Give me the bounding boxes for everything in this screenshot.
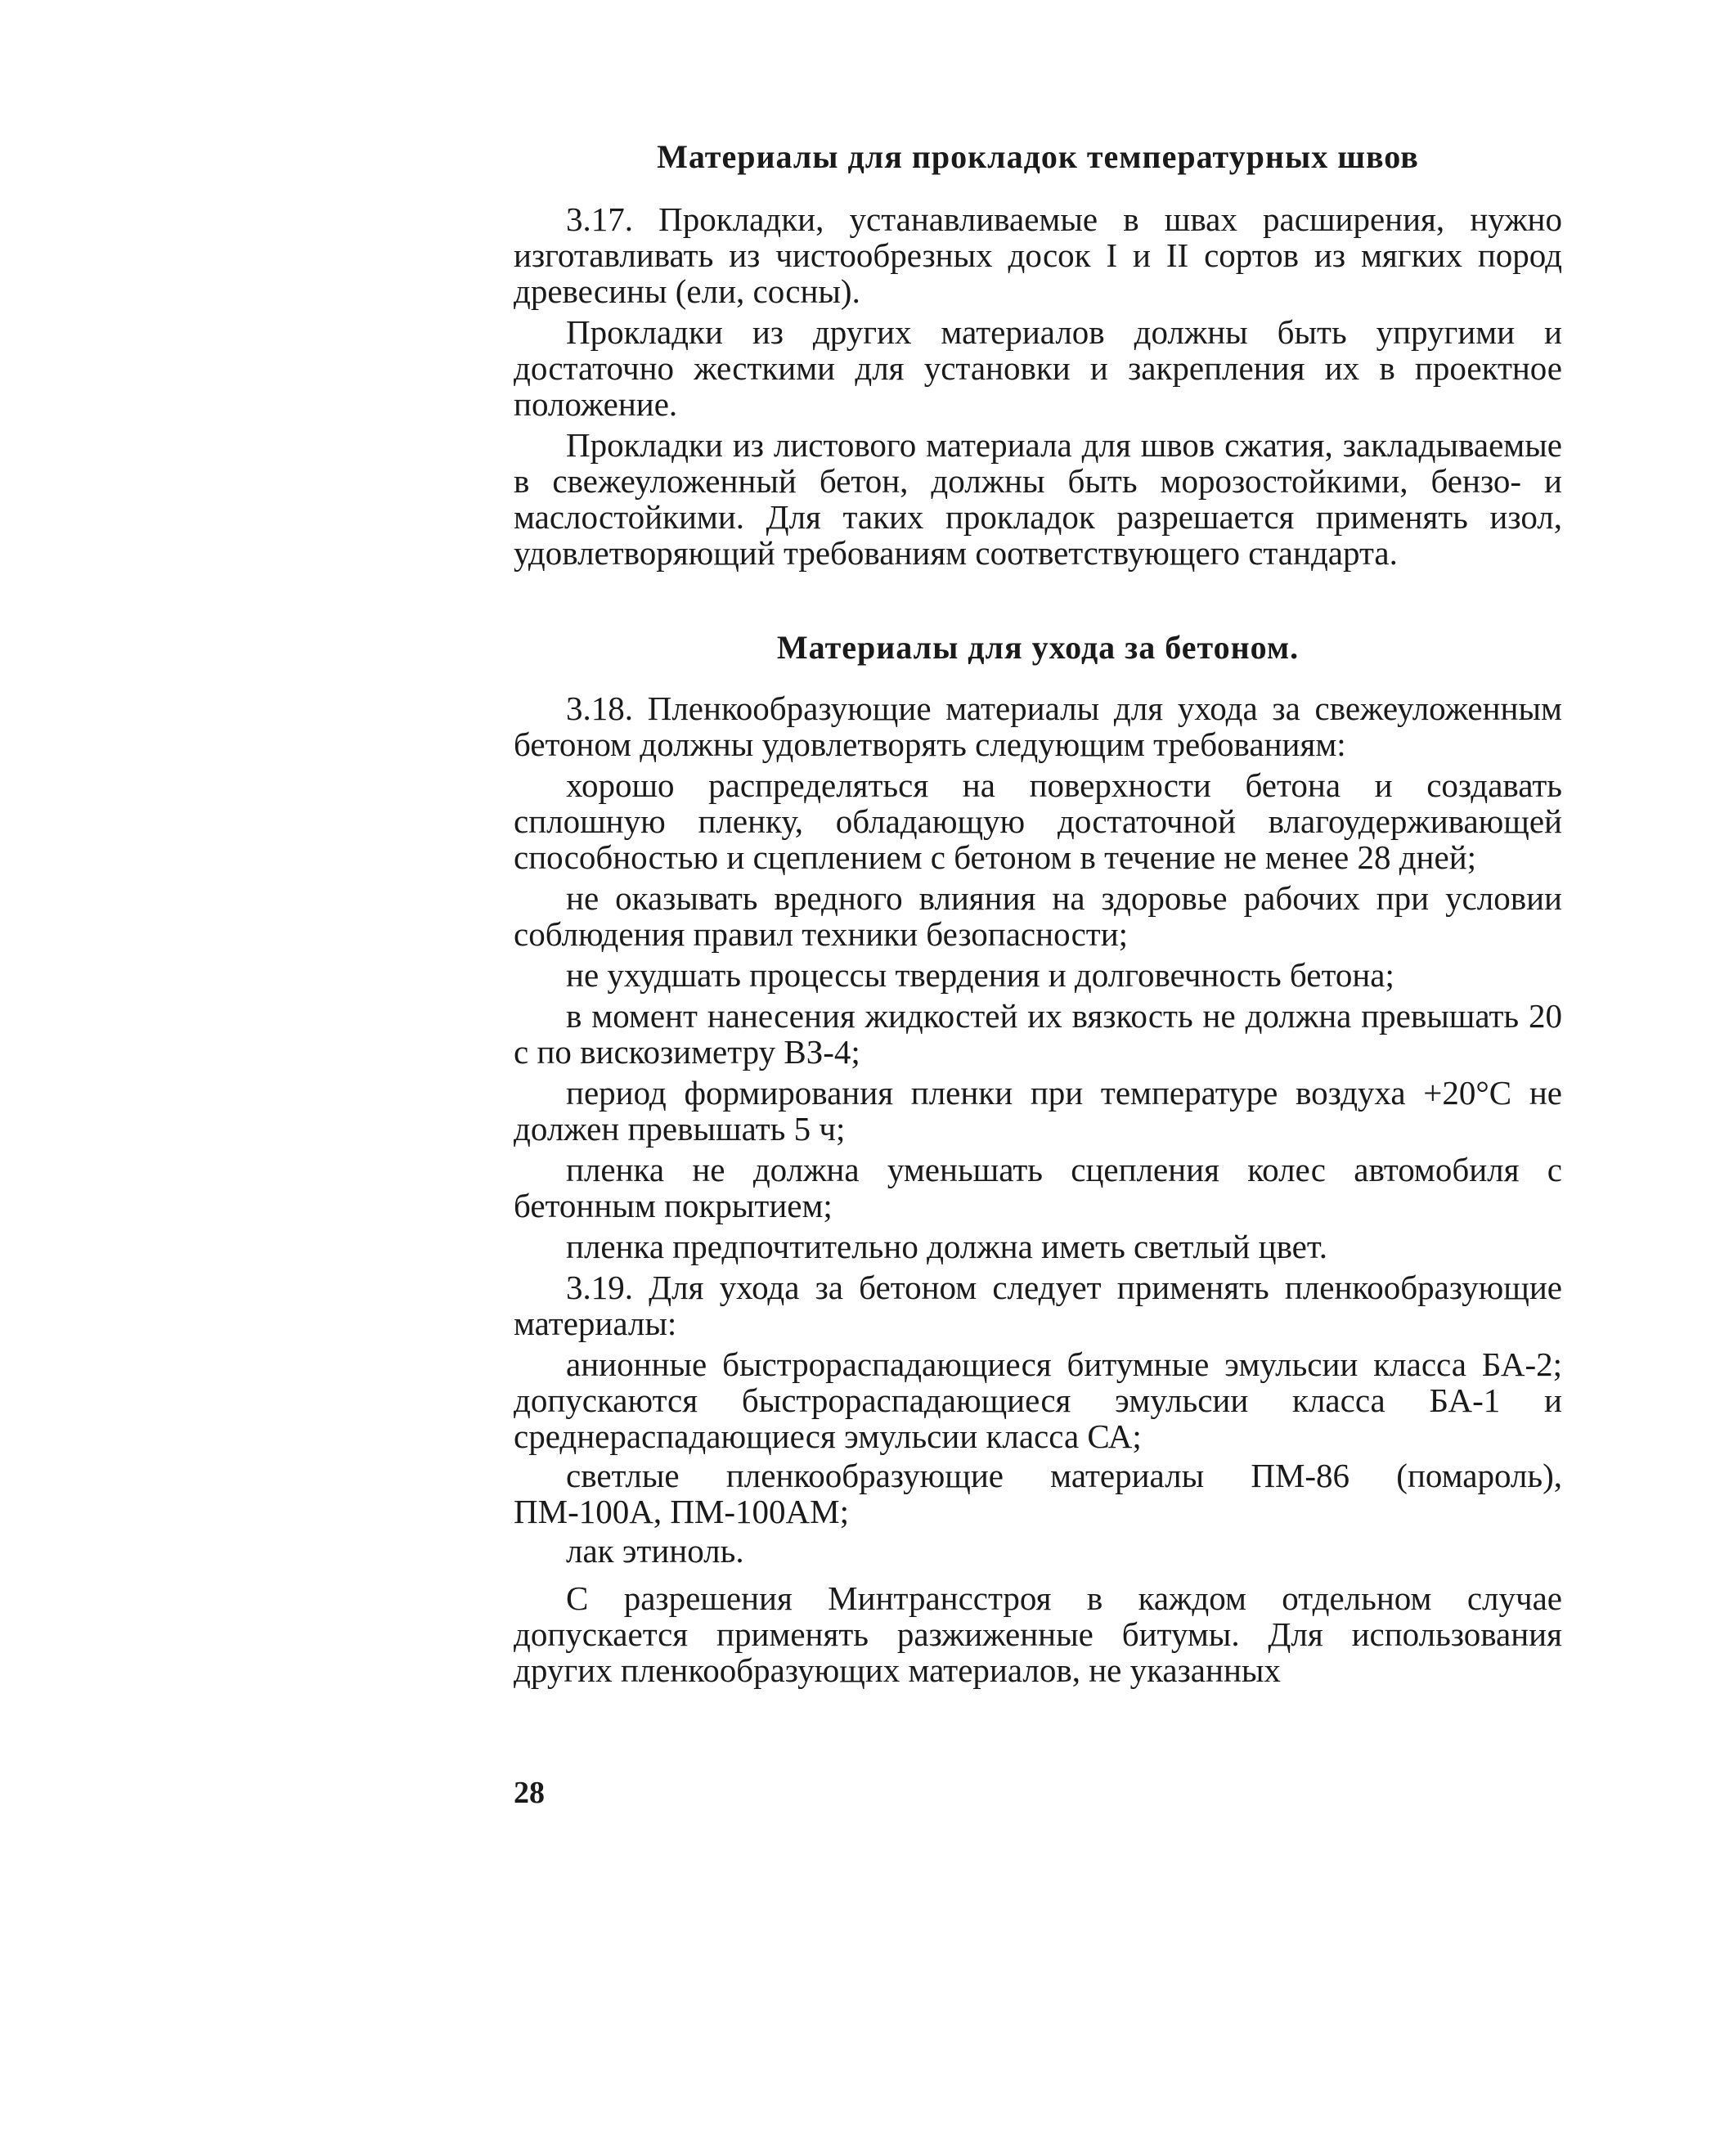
requirement-item: период формирования пленки при температуре воздуха +20°С не должен превышать 5 ч; (514, 1074, 1562, 1148)
page-content (514, 139, 1562, 1693)
paragraph-3-18: 3.18. Пленкообразующие материалы для ухода за свежеуложенным бетоном должны удовлетворять следующим требованиям: (514, 689, 1562, 763)
material-item: светлые пленкообразующие материалы ПМ-86 (помароль), ПМ-100А, ПМ-100АМ; (514, 1457, 1562, 1530)
paragraph-3-19: 3.19. Для ухода за бетоном следует применять пленкообразующие материалы: (514, 1269, 1562, 1342)
requirement-item: в момент нанесения жидкостей их вязкость не должна превышать 20 с по вискозиметру ВЗ-4; (514, 997, 1562, 1071)
requirement-item: не ухудшать процессы твердения и долговечность бетона; (566, 956, 1394, 994)
requirement-item: не оказывать вредного влияния на здоровье рабочих при условии соблюдения правил техники безопасности; (514, 879, 1562, 953)
paragraph-other-gaskets: Прокладки из других материалов должны быть упругими и достаточно жесткими для установки и закрепления их в проектное положение. (514, 313, 1562, 423)
requirement-item: пленка не должна уменьшать сцепления колес автомобиля с бетонным покрытием; (514, 1151, 1562, 1224)
material-item: анионные быстрораспадающиеся битумные эмульсии класса БА-2; допускаются быстрораспадающиеся эмульсии класса БА-1 и среднераспадающиеся эмульсии класса СА; (514, 1345, 1562, 1455)
material-item: лак этиноль. (566, 1532, 744, 1570)
requirement-item: пленка предпочтительно должна иметь светлый цвет. (566, 1228, 1327, 1265)
paragraph-mintransstroy-permission: С разрешения Минтрансстроя в каждом отдельном случае допускается применять разжиженные битумы. Для использования других пленкообразующих материалов, не указанных (514, 1579, 1562, 1689)
section-heading-concrete-care: Материалы для ухода за бетоном. (776, 629, 1300, 666)
requirement-item: хорошо распределяться на поверхности бетона и создавать сплошную пленку, обладающую достаточной влагоудерживающей способностью и сцеплением с бетоном в течение не менее 28 дней; (514, 766, 1562, 876)
page-number: 28 (514, 1776, 545, 1810)
paragraph-3-17: 3.17. Прокладки, устанавливаемые в швах расширения, нужно изготавливать из чистообрезных досок I и II сортов из мягких пород древесины (ели, сосны). (514, 200, 1562, 310)
paragraph-sheet-gaskets: Прокладки из листового материала для швов сжатия, закладываемые в свежеуложенный бетон, должны быть морозостойкими, бензо- и маслостойкими. Для таких прокладок разрешается применять изол, удовлетворяющий требованиям соответствующего стандарта. (514, 426, 1562, 572)
section-heading-expansion-joint-gaskets: Материалы для прокладок температурных швов (657, 138, 1419, 175)
